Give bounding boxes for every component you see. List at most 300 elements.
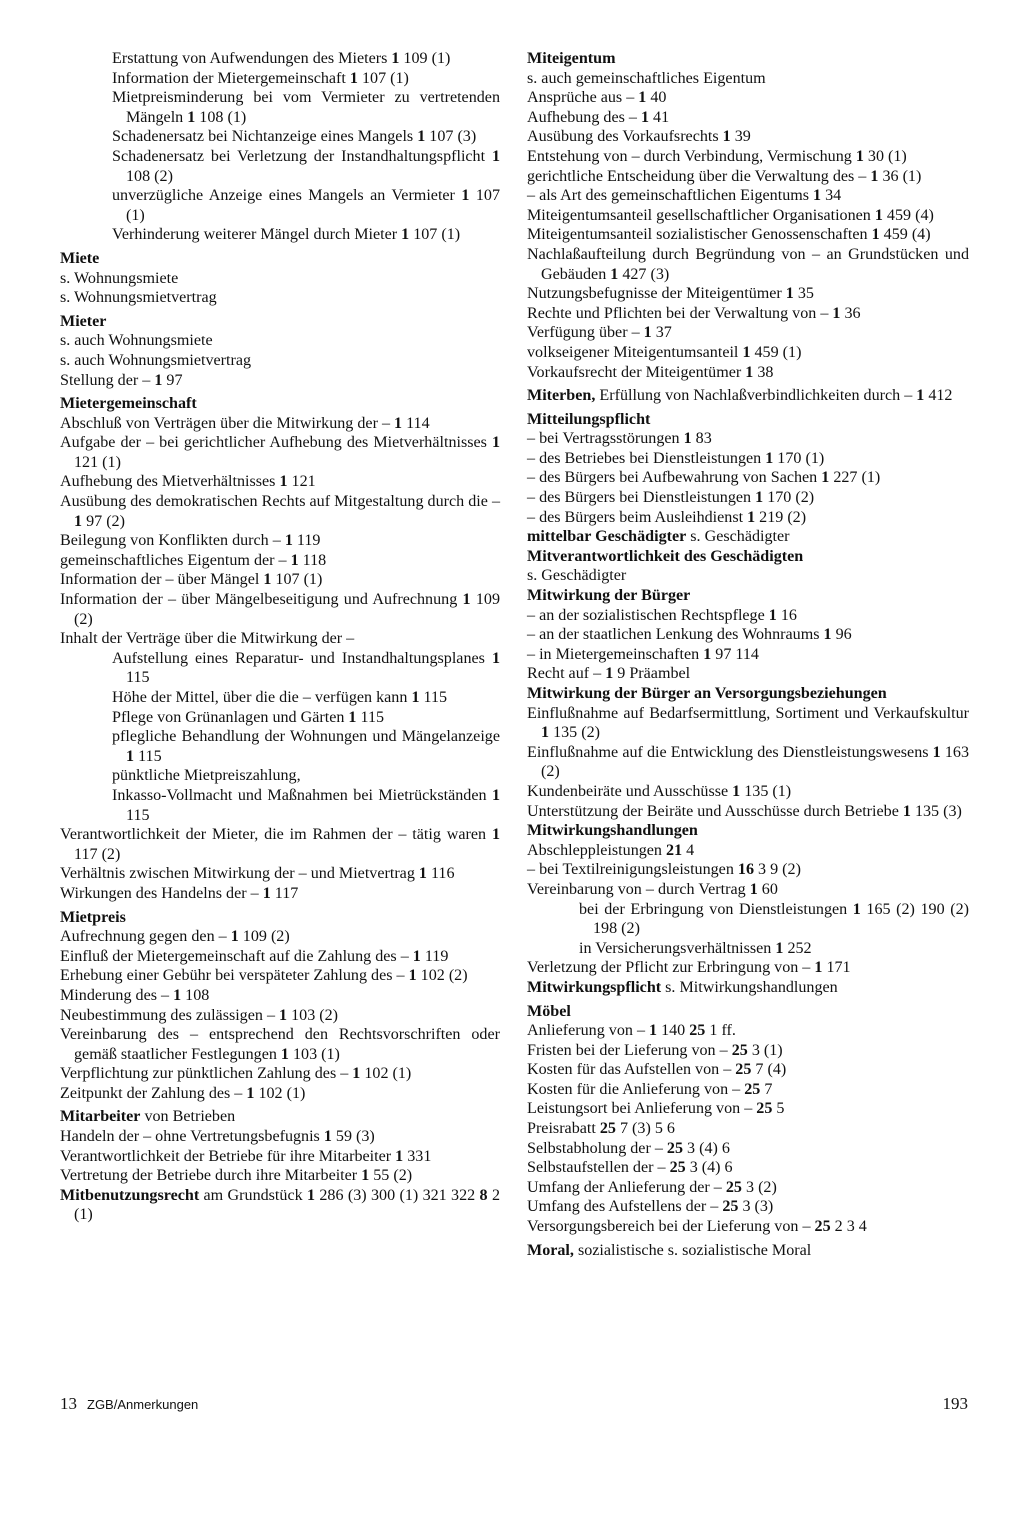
bold-term: 1: [154, 371, 163, 389]
entry-text: s. auch Wohnungsmiete: [60, 332, 213, 350]
bold-term: 25: [669, 1159, 686, 1177]
entry-text: 331: [403, 1147, 432, 1165]
index-entry: [112, 147, 500, 186]
bold-term: 1: [306, 1186, 316, 1204]
index-entry: [527, 743, 969, 782]
bold-term: 1: [874, 206, 883, 224]
entry-text: Aufrechnung gegen den –: [60, 928, 231, 946]
entry-text: 7: [760, 1080, 773, 1098]
entry-text: von Betrieben: [140, 1108, 236, 1126]
bold-term: 1: [408, 967, 417, 985]
bold-term: 1: [394, 414, 403, 432]
index-entry: [527, 206, 969, 226]
index-entry: [60, 966, 500, 986]
entry-text: 115: [134, 747, 162, 765]
entry-text: 35: [793, 285, 814, 303]
index-entry: [527, 802, 969, 822]
index-heading: [60, 394, 500, 414]
entry-text: Wirkungen des Handelns der –: [60, 884, 263, 902]
bold-term: 1: [491, 826, 500, 844]
entry-text: 40: [646, 89, 667, 107]
entry-text: 3 9 (2): [754, 861, 801, 879]
bold-term: 1: [749, 880, 758, 898]
index-entry: [527, 508, 969, 528]
entry-text: 36: [840, 304, 861, 322]
entry-text: Aufhebung des Mietverhältnisses: [60, 473, 280, 491]
entry-text: – in Mietergemeinschaften: [527, 645, 704, 663]
index-entry: [60, 371, 500, 391]
entry-text: Preisrabatt: [527, 1120, 600, 1138]
index-entry: [527, 363, 969, 383]
entry-text: Vereinbarung von – durch Vertrag: [527, 880, 750, 898]
entry-text: 165 (2) 190 (2) 198 (2): [593, 900, 969, 938]
bold-term: 1: [395, 1147, 404, 1165]
bold-term: 1: [418, 865, 427, 883]
index-entry: [527, 147, 969, 167]
entry-text: pünktliche Mietpreiszahlung,: [112, 767, 301, 785]
entry-text: unverzügliche Anzeige eines Mangels an Vermieter: [112, 187, 462, 205]
bold-term: 1: [361, 1167, 370, 1185]
entry-text: 96: [831, 626, 852, 644]
entry-text: Ausübung des Vorkaufsrechts: [527, 128, 723, 146]
entry-text: 59 (3): [331, 1128, 375, 1146]
bold-term: 1: [352, 1065, 361, 1083]
bold-term: 1: [279, 1006, 288, 1024]
index-entry: [527, 547, 969, 567]
entry-text: 103 (1): [288, 1045, 340, 1063]
entry-text: s. Geschädigter: [527, 567, 627, 585]
bold-term: 1: [732, 782, 741, 800]
index-entry: [527, 468, 969, 488]
bold-term: 1: [491, 147, 500, 165]
entry-text: – bei Vertragsstörungen: [527, 430, 684, 448]
entry-text: Erstattung von Aufwendungen des Mieters: [112, 50, 392, 67]
entry-text: Miteigentumsanteil sozialistischer Genossenschaften: [527, 226, 872, 244]
bold-term: 1: [126, 747, 135, 765]
bold-term: 25: [666, 1139, 684, 1157]
footer-signature: [60, 1394, 198, 1414]
entry-text: Selbstabholung der –: [527, 1139, 667, 1157]
index-entry: [60, 551, 500, 571]
bold-term: 1: [230, 928, 239, 946]
index-heading: [527, 1002, 969, 1022]
entry-text: – des Bürgers bei Dienstleistungen: [527, 489, 756, 507]
index-entry: [60, 947, 500, 967]
index-entry: [527, 1139, 969, 1159]
entry-text: Verletzung der Pflicht zur Erbringung von –: [527, 959, 815, 977]
entry-text: 16: [776, 606, 797, 624]
entry-text: 107 (1): [126, 187, 500, 224]
index-entry: [527, 1021, 969, 1041]
entry-text: 170 (1): [773, 449, 825, 467]
entry-text: Handeln der – ohne Vertretungsbefugnis: [60, 1128, 324, 1146]
bold-term: Miete: [60, 249, 100, 267]
bold-term: 25: [814, 1218, 831, 1236]
index-entry: [112, 786, 500, 825]
bold-term: 1: [491, 649, 500, 667]
entry-text: Einflußnahme auf Bedarfsermittlung, Sortiment und Verkaufskultur: [527, 704, 969, 722]
entry-text: Zeitpunkt der Zahlung des –: [60, 1084, 247, 1102]
index-entry: [527, 566, 969, 586]
index-entry: [527, 821, 969, 841]
bold-term: 1: [541, 724, 550, 742]
index-entry: [527, 860, 969, 880]
bold-term: 1: [412, 947, 421, 965]
index-entry: [527, 1080, 969, 1100]
entry-text: 135 (3): [910, 802, 962, 820]
bold-term: 1: [262, 884, 271, 902]
entry-text: Einfluß der Mietergemeinschaft auf die Zahlung des –: [60, 947, 413, 965]
bold-term: Mitwirkung der Bürger: [527, 587, 691, 605]
bold-term: 1: [279, 473, 288, 491]
index-entry: [527, 606, 969, 626]
index-entry: [527, 625, 969, 645]
index-entry: [60, 331, 500, 351]
bold-term: 1: [461, 187, 470, 205]
entry-text: 7 (3) 5 6: [615, 1120, 675, 1138]
index-entry: [112, 766, 500, 786]
entry-text: Unterstützung der Beiräte und Ausschüsse durch Betriebe: [527, 802, 903, 820]
entry-text: 97 114: [711, 645, 759, 663]
index-entry: [60, 531, 500, 551]
bold-term: 25: [722, 1198, 739, 1216]
bold-term: 1: [916, 387, 925, 405]
index-heading: [60, 1107, 500, 1127]
bold-term: Moral,: [527, 1241, 574, 1259]
index-entry: [579, 900, 969, 939]
index-entry: [60, 472, 500, 492]
index-entry: [527, 841, 969, 861]
signature-label: ZGB/Anmerkungen: [87, 1397, 199, 1412]
index-entry: [60, 433, 500, 472]
bold-term: 1: [284, 532, 293, 550]
index-heading: [527, 1241, 969, 1261]
entry-text: 60: [757, 880, 778, 898]
entry-text: 41: [649, 108, 670, 126]
bold-term: 1: [871, 226, 880, 244]
index-heading: [60, 312, 500, 332]
bold-term: 25: [689, 1022, 706, 1040]
entry-text: 459 (4): [882, 206, 934, 224]
index-entry: [60, 1127, 500, 1147]
entry-text: 30 (1): [863, 147, 907, 165]
entry-text: s. auch Wohnungsmietvertrag: [60, 351, 252, 369]
bold-term: 1: [605, 665, 614, 683]
bold-term: 1: [173, 986, 182, 1004]
entry-text: – des Bürgers beim Ausleihdienst: [527, 508, 748, 526]
entry-text: Kosten für die Anlieferung von –: [527, 1080, 745, 1098]
index-entry: [60, 864, 500, 884]
index-entry: [579, 939, 969, 959]
bold-term: 1: [821, 469, 830, 487]
bold-term: 16: [737, 861, 754, 879]
entry-text: Entstehung von – durch Verbindung, Vermischung: [527, 147, 856, 165]
bold-term: 1: [187, 108, 196, 126]
entry-text: – an der sozialistischen Rechtspflege: [527, 606, 769, 624]
sheet-number: 13: [60, 1394, 77, 1413]
entry-text: 116: [426, 865, 455, 883]
index-heading: [60, 249, 500, 269]
bold-term: Mitwirkung der Bürger an Versorgungsbeziehungen: [527, 685, 887, 702]
bold-term: mittelbar Geschädigter: [527, 528, 687, 546]
index-entry: [527, 782, 969, 802]
entry-text: sozialistische s. sozialistische Moral: [573, 1241, 812, 1259]
index-entry: [112, 649, 500, 688]
entry-text: Verantwortlichkeit der Betriebe für ihre Mitarbeiter: [60, 1147, 396, 1165]
entry-text: Fristen bei der Lieferung von –: [527, 1041, 732, 1059]
index-entry: [527, 1158, 969, 1178]
entry-text: Aufstellung eines Reparatur- und Instandhaltungsplanes: [112, 649, 492, 667]
entry-text: 107 (1): [271, 571, 323, 589]
entry-text: 34: [821, 187, 842, 205]
entry-text: 3 (2): [741, 1178, 777, 1196]
index-entry: [527, 245, 969, 284]
entry-text: 109 (2): [238, 928, 290, 946]
index-entry: [527, 586, 969, 606]
index-entry: [527, 69, 969, 89]
bold-term: 1: [491, 786, 500, 804]
bold-term: 1: [747, 508, 756, 526]
index-entry: [60, 629, 500, 649]
entry-text: Information der – über Mängel: [60, 571, 264, 589]
bold-term: 1: [768, 606, 777, 624]
bold-term: 1: [823, 626, 832, 644]
index-entry: [112, 708, 500, 728]
entry-text: 3 (4) 6: [685, 1159, 733, 1177]
index-entry: [60, 414, 500, 434]
entry-text: 3 (1): [747, 1041, 783, 1059]
index-entry: [60, 986, 500, 1006]
entry-text: Inkasso-Vollmacht und Maßnahmen bei Mietrückständen: [112, 786, 492, 804]
index-entry: [527, 704, 969, 743]
entry-text: 121 (1): [74, 453, 121, 471]
bold-term: 21: [666, 841, 683, 859]
index-entry: [527, 978, 969, 998]
index-entry: [60, 1006, 500, 1026]
bold-term: 1: [902, 802, 911, 820]
entry-text: 55 (2): [369, 1167, 413, 1185]
bold-term: 1: [765, 449, 774, 467]
entry-text: 109 (2): [74, 591, 500, 628]
bold-term: 1: [638, 89, 647, 107]
entry-text: Verantwortlichkeit der Mieter, die im Rahmen der – tätig waren: [60, 826, 492, 844]
index-entry: [527, 1060, 969, 1080]
bold-term: 1: [745, 363, 754, 381]
entry-text: 37: [651, 324, 672, 342]
entry-text: 135 (2): [549, 724, 600, 742]
entry-text: 108 (1): [195, 108, 247, 126]
bold-term: 1: [290, 551, 299, 569]
entry-text: in Versicherungsverhältnissen: [579, 939, 776, 957]
index-entry: [527, 664, 969, 684]
entry-text: 7 (4): [751, 1061, 787, 1079]
index-entry: [60, 1025, 500, 1064]
entry-text: Abschleppleistungen: [527, 841, 667, 859]
entry-text: Verfügung über –: [527, 324, 644, 342]
index-entry: [527, 1217, 969, 1237]
index-entry: [527, 284, 969, 304]
index-entry: [112, 727, 500, 766]
bold-term: Möbel: [527, 1002, 571, 1020]
index-entry: [60, 1064, 500, 1084]
index-entry: [527, 88, 969, 108]
index-entry: [527, 127, 969, 147]
bold-term: 1: [643, 324, 652, 342]
bold-term: 1: [349, 69, 358, 87]
entry-text: 102 (2): [416, 967, 468, 985]
entry-text: 115: [419, 689, 448, 706]
bold-term: 1: [491, 434, 500, 452]
index-entry: [112, 88, 500, 127]
entry-text: 5: [772, 1100, 785, 1118]
index-entry: [527, 225, 969, 245]
entry-text: Neubestimmung des zulässigen –: [60, 1006, 280, 1024]
bold-term: 1: [775, 939, 784, 957]
bold-term: 1: [703, 645, 712, 663]
entry-text: 163 (2): [541, 743, 969, 781]
bold-term: 1: [391, 50, 400, 67]
bold-term: 25: [744, 1080, 761, 1098]
bold-term: 1: [814, 959, 823, 977]
entry-text: Nachlaßaufteilung durch Begründung von – an Grundstücken und Gebäuden: [527, 245, 969, 283]
entry-text: Ausübung des demokratischen Rechts auf Mitgestaltung durch die –: [60, 493, 500, 511]
entry-text: Erhebung einer Gebühr bei verspäteter Zahlung des –: [60, 967, 409, 985]
entry-text: 286 (3) 300 (1) 321 322: [315, 1186, 480, 1204]
bold-term: 8: [479, 1186, 488, 1204]
index-entry: [112, 225, 500, 245]
entry-text: Mietpreisminderung bei vom Vermieter zu vertretenden Mängeln: [112, 89, 500, 126]
index-entry: [527, 186, 969, 206]
bold-term: 1: [640, 108, 650, 126]
bold-term: 1: [755, 489, 764, 507]
entry-text: 459 (4): [879, 226, 931, 244]
index-heading: [527, 410, 969, 430]
entry-text: 1 ff.: [705, 1022, 736, 1040]
entry-text: Rechte und Pflichten bei der Verwaltung von –: [527, 304, 833, 322]
entry-text: bei der Erbringung von Dienstleistungen: [579, 900, 853, 918]
entry-text: Information der Mietergemeinschaft: [112, 69, 350, 87]
entry-text: Vereinbarung des – entsprechend den Rechtsvorschriften oder gemäß staatlicher Festlegungen: [60, 1026, 500, 1063]
bold-term: 1: [462, 591, 471, 609]
index-entry: [60, 492, 500, 531]
entry-text: 252: [783, 939, 812, 957]
entry-text: 140: [657, 1022, 690, 1040]
index-entry: [527, 108, 969, 128]
entry-text: Vorkaufsrecht der Miteigentümer: [527, 363, 746, 381]
entry-text: 171: [822, 959, 851, 977]
index-entry: [527, 488, 969, 508]
entry-text: – an der staatlichen Lenkung des Wohnraums: [527, 626, 824, 644]
index-entry: [112, 688, 500, 708]
index-entry: [60, 590, 500, 629]
bold-term: Mietpreis: [60, 908, 126, 926]
entry-text: 38: [753, 363, 774, 381]
entry-text: 118: [298, 551, 327, 569]
entry-text: Stellung der –: [60, 371, 155, 389]
entry-text: 427 (3): [618, 265, 670, 283]
entry-text: Verpflichtung zur pünktlichen Zahlung des –: [60, 1065, 353, 1083]
entry-text: Inhalt der Verträge über die Mitwirkung der –: [60, 630, 355, 648]
index-heading: [60, 908, 500, 928]
index-entry: [60, 884, 500, 904]
entry-text: Schadenersatz bei Verletzung der Instandhaltungspflicht: [112, 147, 492, 165]
entry-text: 115: [126, 669, 150, 687]
index-entry: [527, 167, 969, 187]
bold-term: Mitbenutzungsrecht: [60, 1186, 200, 1204]
index-entry: [527, 1119, 969, 1139]
entry-text: Leistungsort bei Anlieferung von –: [527, 1100, 757, 1118]
index-entry: [527, 645, 969, 665]
bold-term: 25: [756, 1100, 773, 1118]
right-index-column: [527, 49, 969, 1260]
bold-term: 1: [683, 430, 692, 448]
index-entry: [527, 429, 969, 449]
entry-text: Verhinderung weiterer Mängel durch Mieter: [112, 226, 402, 244]
entry-text: Versorgungsbereich bei der Lieferung von –: [527, 1218, 815, 1236]
entry-text: 117: [270, 884, 299, 902]
index-heading: [527, 49, 969, 69]
bold-term: 1: [246, 1084, 255, 1102]
entry-text: 39: [730, 128, 751, 146]
entry-text: Aufhebung des –: [527, 108, 641, 126]
entry-text: Schadenersatz bei Nichtanzeige eines Mangels: [112, 128, 418, 146]
bold-term: 1: [852, 900, 861, 918]
bold-term: Mitteilungspflicht: [527, 410, 651, 428]
entry-text: Kundenbeiräte und Ausschüsse: [527, 782, 733, 800]
bold-term: 1: [785, 285, 794, 303]
left-index-column: [60, 49, 500, 1225]
index-entry: [527, 1197, 969, 1217]
bold-term: Mieter: [60, 312, 107, 330]
entry-text: 119: [420, 947, 449, 965]
bold-term: Miterben,: [527, 387, 596, 405]
bold-term: 1: [870, 167, 879, 185]
entry-text: Kosten für das Aufstellen von –: [527, 1061, 736, 1079]
bold-term: Mitwirkungshandlungen: [527, 822, 698, 840]
bold-term: 1: [74, 512, 83, 530]
index-heading: [527, 386, 969, 406]
index-entry: [60, 351, 500, 371]
entry-text: gemeinschaftliches Eigentum der –: [60, 551, 291, 569]
bold-term: Mitwirkungspflicht: [527, 978, 662, 996]
index-entry: [112, 49, 500, 69]
index-entry: [527, 304, 969, 324]
index-entry: [60, 570, 500, 590]
bold-term: 1: [742, 343, 751, 361]
entry-text: Nutzungsbefugnisse der Miteigentümer: [527, 285, 786, 303]
entry-text: 117 (2): [74, 845, 121, 863]
entry-text: Selbstaufstellen der –: [527, 1159, 670, 1177]
index-entry: [112, 127, 500, 147]
entry-text: Pflege von Grünanlagen und Gärten: [112, 708, 349, 726]
bold-term: 1: [932, 743, 941, 761]
entry-text: 107 (1): [409, 226, 461, 244]
entry-text: – als Art des gemeinschaftlichen Eigentums: [527, 187, 814, 205]
bold-term: Mitverantwortlichkeit des Geschädigten: [527, 547, 804, 565]
entry-text: Umfang des Aufstellens der –: [527, 1198, 723, 1216]
bold-term: 1: [610, 265, 619, 283]
bold-term: 25: [731, 1041, 748, 1059]
entry-text: Abschluß von Verträgen über die Mitwirkung der –: [60, 414, 395, 432]
index-entry: [527, 958, 969, 978]
index-entry: [527, 1099, 969, 1119]
bold-term: 1: [417, 128, 426, 146]
bold-term: 1: [855, 147, 864, 165]
entry-text: 459 (1): [750, 343, 802, 361]
entry-text: Information der – über Mängelbeseitigung und Aufrechnung: [60, 591, 463, 609]
index-entry: [60, 825, 500, 864]
entry-text: – des Betriebes bei Dienstleistungen: [527, 449, 766, 467]
